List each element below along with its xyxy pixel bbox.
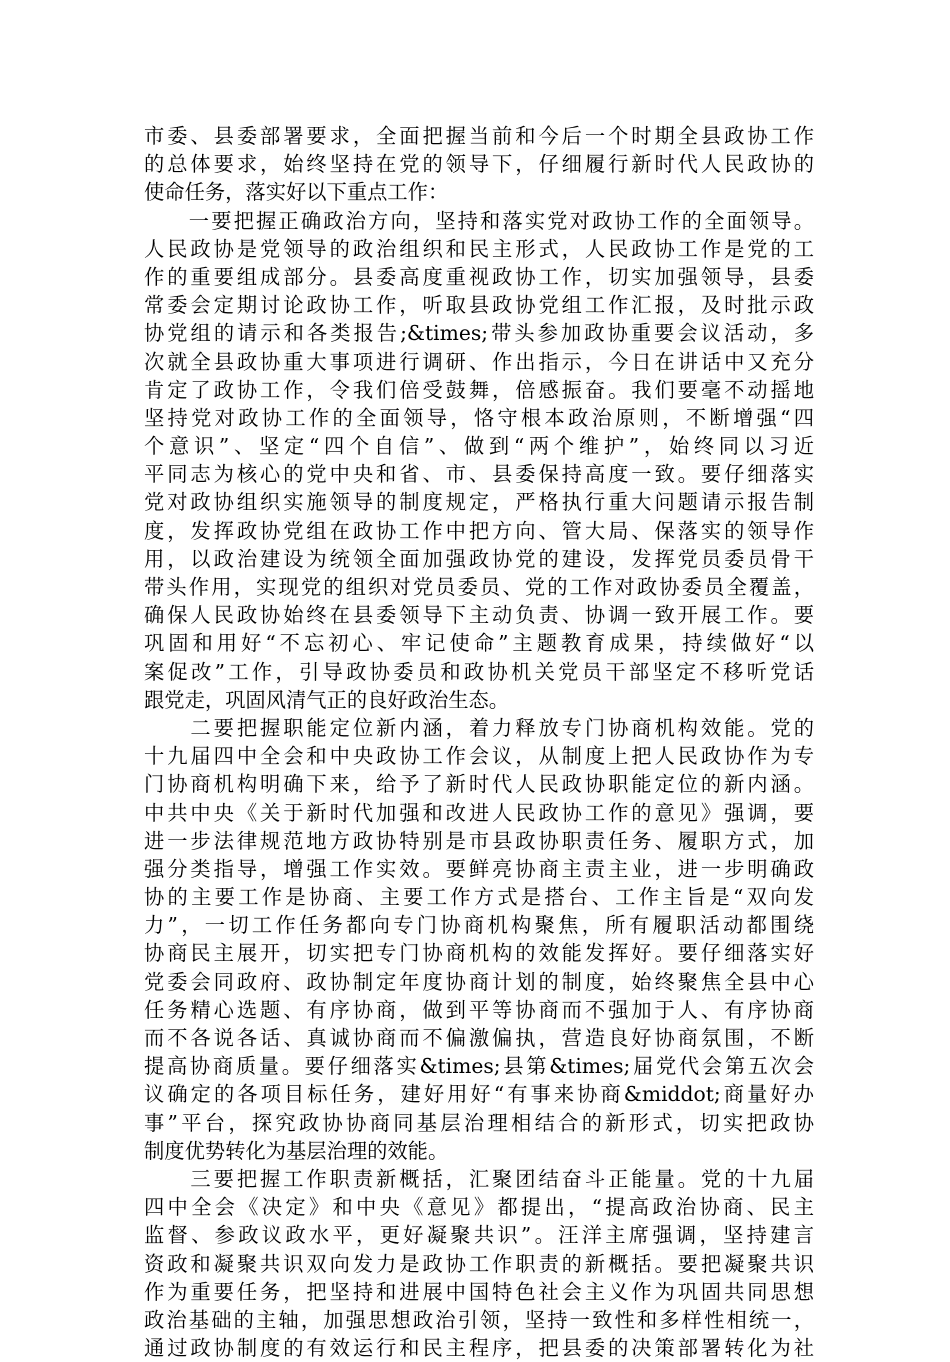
text-line: 个意识”、坚定“四个自信”、做到“两个维护”，始终同以习近 — [144, 434, 814, 459]
text-line: 任务精心选题、有序协商，做到平等协商而不强加于人、有序协商 — [144, 997, 814, 1022]
text-line: 度，发挥政协党组在政协工作中把方向、管大局、保落实的领导作 — [144, 518, 814, 543]
text-line: 协的主要工作是协商、主要工作方式是搭台、工作主旨是“双向发 — [144, 885, 814, 910]
text-line: 常委会定期讨论政协工作，听取县政协党组工作汇报，及时批示政 — [144, 293, 814, 318]
text-line: 党对政协组织实施领导的制度规定，严格执行重大问题请示报告制 — [144, 490, 814, 515]
text-line: 肯定了政协工作，令我们倍受鼓舞，倍感振奋。我们要毫不动摇地 — [144, 377, 814, 402]
text-line: 政治基础的主轴，加强思想政治引领，坚持一致性和多样性相统一， — [144, 1307, 814, 1332]
text-line: 门协商机构明确下来，给予了新时代人民政协职能定位的新内涵。 — [144, 772, 814, 797]
text-line: 监督、参政议政水平，更好凝聚共识”。汪洋主席强调，坚持建言 — [144, 1223, 814, 1248]
text-line: 议确定的各项目标任务，建好用好“有事来协商&middot;商量好办 — [144, 1082, 814, 1107]
text-line: 市委、县委部署要求，全面把握当前和今后一个时期全县政协工作 — [144, 124, 814, 148]
text-line: 一要把握正确政治方向，坚持和落实党对政协工作的全面领导。 — [144, 208, 814, 233]
text-line: 作为重要任务，把坚持和进展中国特色社会主义作为巩固共同思想 — [144, 1279, 814, 1304]
text-line: 跟党走，巩固风清气正的良好政治生态。 — [144, 687, 510, 712]
text-line: 巩固和用好“不忘初心、牢记使命”主题教育成果，持续做好“以 — [144, 631, 814, 656]
text-line: 党委会同政府、政协制定年度协商计划的制度，始终聚焦全县中心 — [144, 969, 814, 994]
text-line: 确保人民政协始终在县委领导下主动负责、协调一致开展工作。要 — [144, 603, 814, 628]
text-line: 制度优势转化为基层治理的效能。 — [144, 1138, 449, 1163]
text-line: 案促改”工作，引导政协委员和政协机关党员干部坚定不移听党话 — [144, 659, 814, 684]
text-line: 使命任务，落实好以下重点工作： — [144, 180, 449, 205]
text-line: 坚持党对政协工作的全面领导，恪守根本政治原则，不断增强“四 — [144, 405, 814, 430]
text-line: 进一步法律规范地方政协特别是市县政协职责任务、履职方式，加 — [144, 828, 814, 853]
text-line: 事”平台，探究政协协商同基层治理相结合的新形式，切实把政协 — [144, 1110, 814, 1135]
text-line: 中共中央《关于新时代加强和改进人民政协工作的意见》强调，要 — [144, 800, 814, 825]
text-line: 通过政协制度的有效运行和民主程序，把县委的决策部署转化为社 — [144, 1336, 814, 1361]
text-line: 提高协商质量。要仔细落实&times;县第&times;届党代会第五次会 — [144, 1054, 814, 1079]
text-line: 力”，一切工作任务都向专门协商机构聚焦，所有履职活动都围绕 — [144, 913, 814, 938]
text-line: 用，以政治建设为统领全面加强政协党的建设，发挥党员委员骨干 — [144, 546, 814, 571]
text-line: 资政和凝聚共识双向发力是政协工作职责的新概括。要把凝聚共识 — [144, 1251, 814, 1276]
text-line: 的总体要求，始终坚持在党的领导下，仔细履行新时代人民政协的 — [144, 152, 814, 177]
text-line: 协党组的请示和各类报告;&times;带头参加政协重要会议活动，多 — [144, 321, 814, 346]
text-line: 强分类指导，增强工作实效。要鲜亮协商主责主业，进一步明确政 — [144, 856, 814, 881]
text-line: 十九届四中全会和中央政协工作会议，从制度上把人民政协作为专 — [144, 744, 814, 769]
text-line: 而不各说各话、真诚协商而不偏激偏执，营造良好协商氛围，不断 — [144, 1026, 814, 1050]
text-line: 平同志为核心的党中央和省、市、县委保持高度一致。要仔细落实 — [144, 462, 814, 487]
text-line: 作的重要组成部分。县委高度重视政协工作，切实加强领导，县委 — [144, 264, 814, 289]
text-line: 二要把握职能定位新内涵，着力释放专门协商机构效能。党的 — [144, 715, 814, 740]
text-line: 四中全会《决定》和中央《意见》都提出，“提高政治协商、民主 — [144, 1195, 814, 1220]
text-line: 次就全县政协重大事项进行调研、作出指示，今日在讲话中又充分 — [144, 349, 814, 374]
text-line: 带头作用，实现党的组织对党员委员、党的工作对政协委员全覆盖， — [144, 575, 814, 599]
text-line: 协商民主展开，切实把专门协商机构的效能发挥好。要仔细落实好 — [144, 941, 814, 966]
document-body-text — [144, 122, 814, 1362]
text-line: 人民政协是党领导的政治组织和民主形式，人民政协工作是党的工 — [144, 236, 814, 261]
text-line: 三要把握工作职责新概括，汇聚团结奋斗正能量。党的十九届 — [144, 1166, 814, 1191]
